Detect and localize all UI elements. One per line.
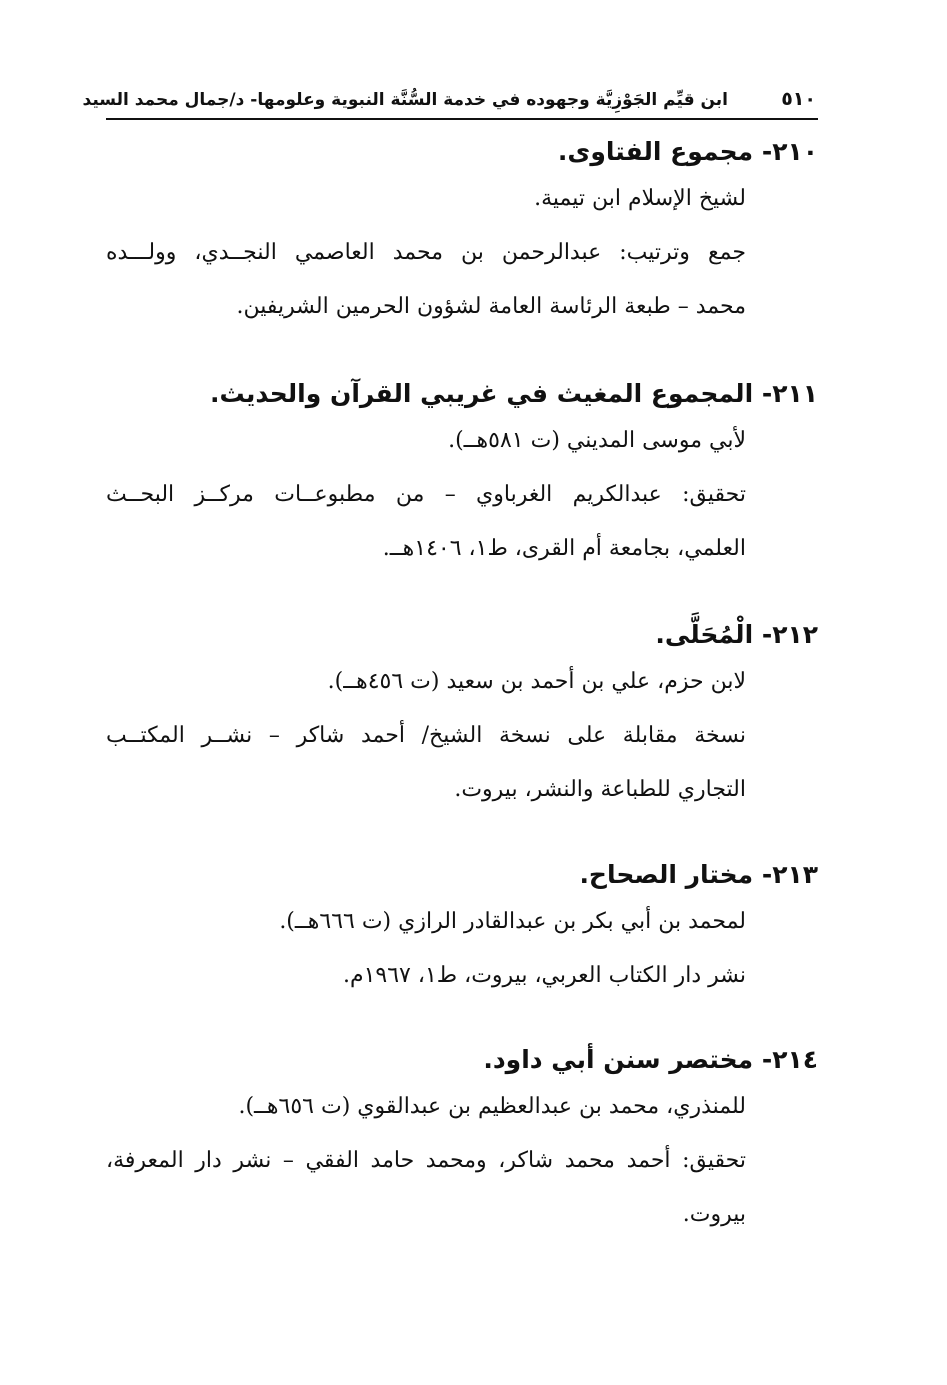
entry-line: التجاري للطباعة والنشر، بيروت. xyxy=(454,777,746,802)
entry-line: نسخة مقابلة على نسخة الشيخ/ أحمد شاكر – نشــر المكتــب xyxy=(106,723,746,748)
entry-line: للمنذري، محمد بن عبدالعظيم بن عبدالقوي (ت ٦٥٦هــ). xyxy=(238,1094,746,1119)
entry-line: لمحمد بن أبي بكر بن عبدالقادر الرازي (ت ٦٦٦هــ). xyxy=(279,909,746,934)
entry-line: لأبي موسى المديني (ت ٥٨١هــ). xyxy=(448,428,746,453)
entry-title: ٢١٤- مختصر سنن أبي داود. xyxy=(483,1045,818,1074)
entry-line: تحقيق: عبدالكريم الغرباوي – من مطبوعــات مركــز البحــث xyxy=(106,482,746,507)
entry-title: ٢١٣- مختار الصحاح. xyxy=(579,860,818,889)
bibliography-entry xyxy=(106,615,818,817)
entry-title: ٢١١- المجموع المغيث في غريبي القرآن والحديث. xyxy=(209,379,818,408)
entry-line: بيروت. xyxy=(682,1202,746,1227)
bibliography-entry xyxy=(106,855,818,1003)
bibliography-entry xyxy=(106,132,818,334)
entry-title: ٢١٢- الْمُحَلَّى. xyxy=(655,620,818,649)
page-number: ٥١٠ xyxy=(781,88,816,110)
page-header xyxy=(82,86,818,120)
bibliography-entry xyxy=(106,374,818,576)
entry-title: ٢١٠- مجموع الفتاوى. xyxy=(557,137,818,166)
entry-line: تحقيق: أحمد محمد شاكر، ومحمد حامد الفقي – نشر دار المعرفة، xyxy=(106,1148,746,1173)
entry-line: العلمي، بجامعة أم القرى، ط١، ١٤٠٦هــ. xyxy=(382,536,746,561)
entry-line: محمد – طبعة الرئاسة العامة لشؤون الحرمين الشريفين. xyxy=(236,294,746,319)
entry-line: لابن حزم، علي بن أحمد بن سعيد (ت ٤٥٦هــ). xyxy=(327,669,746,694)
entry-line: لشيخ الإسلام ابن تيمية. xyxy=(534,186,746,211)
entry-line: نشر دار الكتاب العربي، بيروت، ط١، ١٩٦٧م. xyxy=(342,963,746,988)
entry-line: جمع وترتيب: عبدالرحمن بن محمد العاصمي النجــدي، وولـــده xyxy=(106,240,746,265)
bibliography-entry xyxy=(106,1040,818,1242)
running-title: ابن قيِّم الجَوْزِيَّة وجهوده في خدمة السُّنَّة النبوية وعلومها- د/جمال محمد السيد xyxy=(82,90,728,110)
